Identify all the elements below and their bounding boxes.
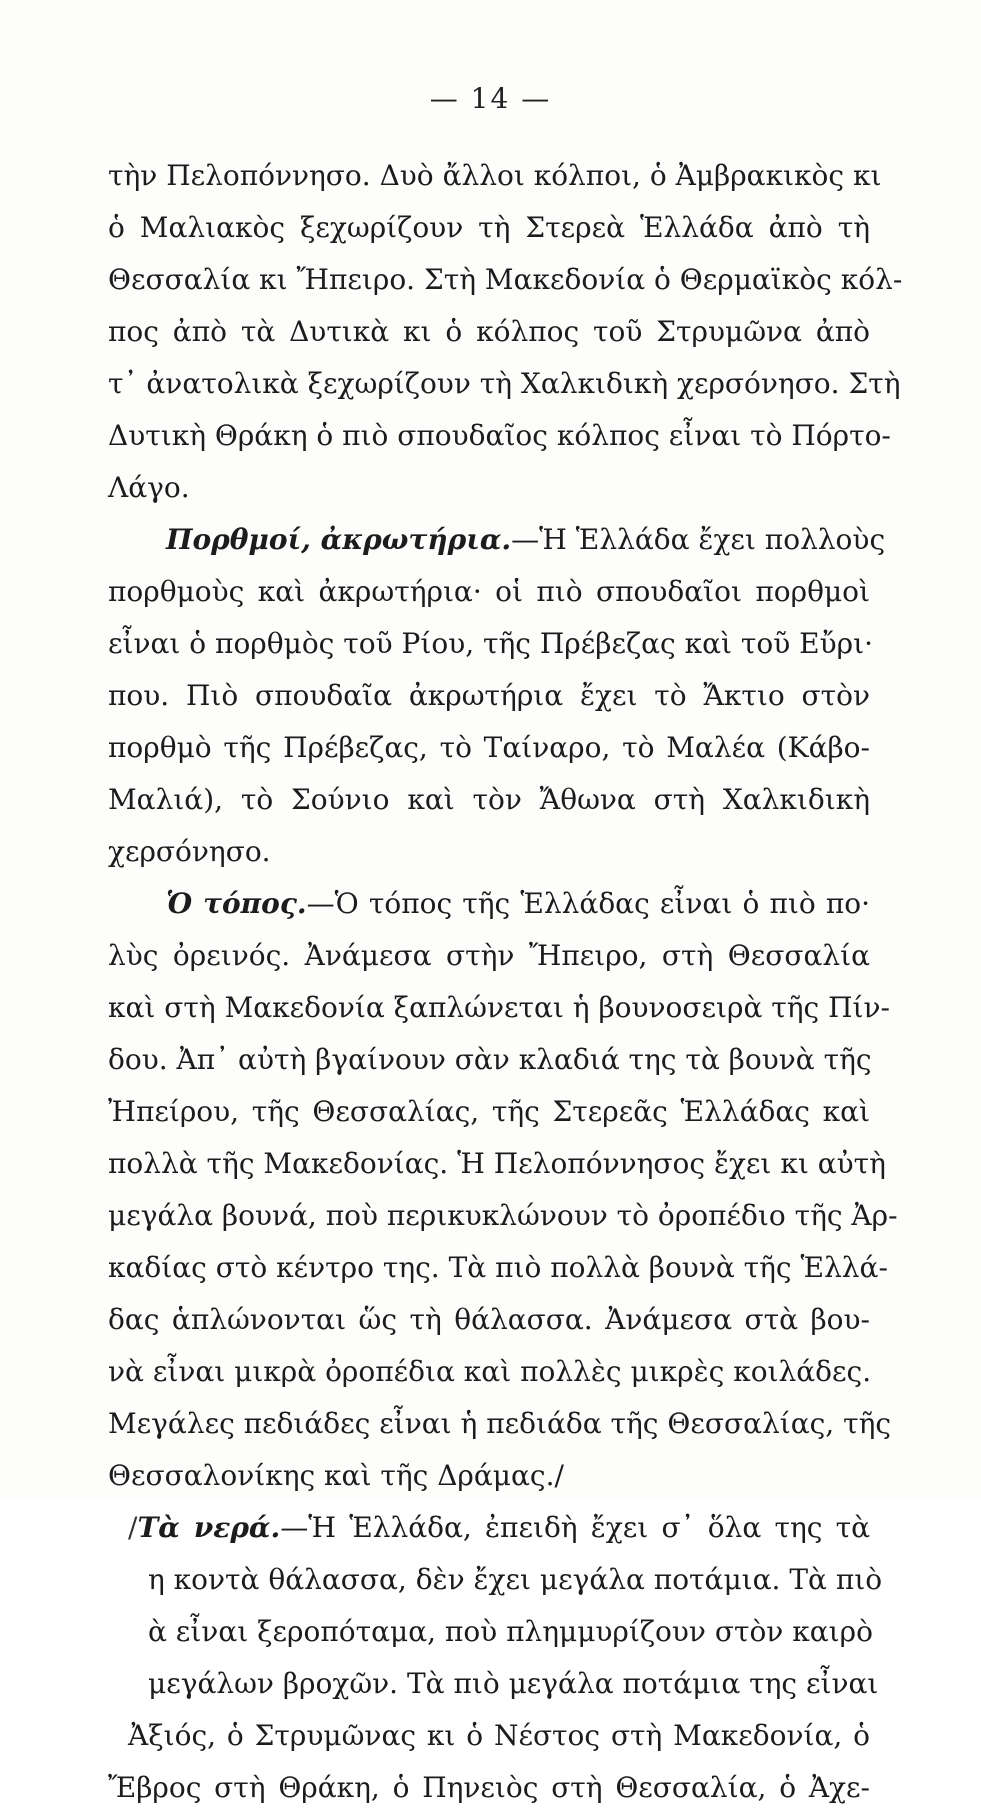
section-waters-first-text: —Ἡ Ἑλλάδα, ἐπειδὴ ἔχει σ᾽ ὅλα της τὰ <box>280 1511 870 1544</box>
text-line: Δυτικὴ Θράκη ὁ πιὸ σπουδαῖος κόλπος εἶναι τὸ Πόρτο- <box>108 419 891 452</box>
text-line: δας ἁπλώνονται ὥς τὴ θάλασσα. Ἀνάμεσα στὰ βου- <box>108 1303 870 1336</box>
text-line: Ἠπείρου, τῆς Θεσσαλίας, τῆς Στερεᾶς Ἑλλάδας καὶ <box>108 1095 870 1128</box>
text-line: καδίας στὸ κέντρο της. Τὰ πιὸ πολλὰ βουνὰ τῆς Ἑλλά- <box>108 1251 888 1284</box>
section-place-first-line <box>108 878 870 930</box>
text-line: Μεγάλες πεδιάδες εἶναι ἡ πεδιάδα τῆς Θεσσαλίας, τῆς <box>108 1407 892 1440</box>
text-line: Θεσσαλονίκης καὶ τῆς Δράμας./ <box>108 1459 564 1492</box>
margin-mark: / <box>128 1511 138 1544</box>
text-line: Λάγο. <box>108 471 190 504</box>
text-line: η κοντὰ θάλασσα, δὲν ἔχει μεγάλα ποτάμια. Τὰ πιὸ <box>148 1563 883 1596</box>
text-line: λὺς ὀρεινός. Ἀνάμεσα στὴν Ἤπειρο, στὴ Θεσσαλία <box>108 939 870 972</box>
text-line: νὰ εἶναι μικρὰ ὀροπέδια καὶ πολλὲς μικρὲς κοιλάδες. <box>108 1355 872 1388</box>
text-line: χερσόνησο. <box>108 835 271 868</box>
text-line: τὴν Πελοπόννησο. Δυὸ ἄλλοι κόλποι, ὁ Ἀμβρακικὸς κι <box>108 159 882 192</box>
text-line: Μαλιά), τὸ Σούνιο καὶ τὸν Ἄθωνα στὴ Χαλκιδικὴ <box>108 783 870 816</box>
text-line: πος ἀπὸ τὰ Δυτικὰ κι ὁ κόλπος τοῦ Στρυμῶνα ἀπὸ <box>108 315 870 348</box>
page-number: — 14 — <box>429 82 552 115</box>
text-line: Ἀξιός, ὁ Στρυμῶνας κι ὁ Νέστος στὴ Μακεδονία, ὁ <box>128 1719 870 1752</box>
text-line: Θεσσαλία κι Ἤπειρο. Στὴ Μακεδονία ὁ Θερμαϊκὸς κόλ- <box>108 263 903 296</box>
text-line: ὰ εἶναι ξεροπόταμα, ποὺ πλημμυρίζουν στὸν καιρὸ <box>148 1615 873 1648</box>
text-line: που. Πιὸ σπουδαῖα ἀκρωτήρια ἔχει τὸ Ἄκτιο στὸν <box>108 679 870 712</box>
section-heading-ports: Πορθμοί, ἀκρωτήρια. <box>166 523 512 556</box>
text-line: τ᾽ ἀνατολικὰ ξεχωρίζουν τὴ Χαλκιδικὴ χερσόνησο. Στὴ <box>108 367 901 400</box>
text-line: Ἔβρος στὴ Θράκη, ὁ Πηνειὸς στὴ Θεσσαλία, ὁ Ἀχε- <box>108 1771 870 1804</box>
section-heading-waters: Τὰ νερά. <box>137 1511 281 1544</box>
text-line: εἶναι ὁ πορθμὸς τοῦ Ρίου, τῆς Πρέβεζας καὶ τοῦ Εὔρι· <box>108 627 873 660</box>
text-line: δου. Ἀπ᾽ αὐτὴ βγαίνουν σὰν κλαδιά της τὰ βουνὰ τῆς <box>108 1043 872 1076</box>
section-waters-first-line <box>108 1502 870 1554</box>
body-text <box>108 150 903 1814</box>
text-line: πορθμὸ τῆς Πρέβεζας, τὸ Ταίναρο, τὸ Μαλέα (Κάβο- <box>108 731 870 764</box>
text-line: καὶ στὴ Μακεδονία ξαπλώνεται ἡ βουνοσειρὰ τῆς Πίν- <box>108 991 891 1024</box>
section-ports-first-text: —Ἡ Ἑλλάδα ἔχει πολλοὺς <box>511 523 886 556</box>
text-line: μεγάλων βροχῶν. Τὰ πιὸ μεγάλα ποτάμια της εἶναι <box>148 1667 879 1700</box>
text-line: πολλὰ τῆς Μακεδονίας. Ἡ Πελοπόννησος ἔχει κι αὐτὴ <box>108 1147 886 1180</box>
text-line: πορθμοὺς καὶ ἀκρωτήρια· οἱ πιὸ σπουδαῖοι πορθμοὶ <box>108 575 870 608</box>
text-line: μεγάλα βουνά, ποὺ περικυκλώνουν τὸ ὀροπέδιο τῆς Ἀρ- <box>108 1199 898 1232</box>
text-line: ὁ Μαλιακὸς ξεχωρίζουν τὴ Στερεὰ Ἑλλάδα ἀπὸ τὴ <box>108 211 870 244</box>
section-place-first-text: —Ὁ τόπος τῆς Ἑλλάδας εἶναι ὁ πιὸ πο· <box>306 887 870 920</box>
section-heading-place: Ὁ τόπος. <box>166 887 307 920</box>
section-ports-first-line <box>108 514 886 566</box>
